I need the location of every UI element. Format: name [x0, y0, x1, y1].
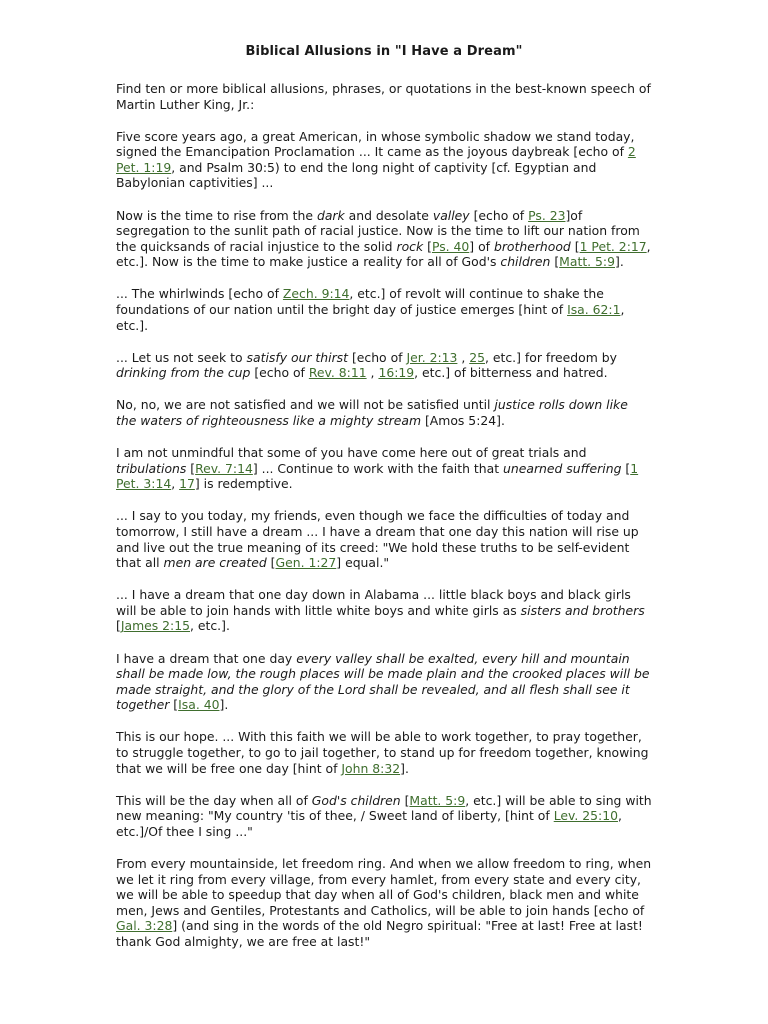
- scripture-link[interactable]: 1 Pet. 2:17: [579, 238, 647, 254]
- text-run: [: [550, 254, 560, 270]
- paragraph: [116, 508, 652, 570]
- italic-text: satisfy our thirst: [246, 349, 348, 365]
- text-run: , etc.].: [116, 302, 625, 333]
- scripture-link[interactable]: 25: [469, 349, 486, 365]
- paragraph: [116, 397, 652, 428]
- italic-text: brotherhood: [493, 238, 571, 254]
- text-run: ,: [366, 365, 379, 381]
- text-run: Five score years ago, a great American, in whose symbolic shadow we stand today, signed the Emancipation Proclamation ... It came as the joyous daybreak [echo of: [116, 128, 635, 160]
- text-run: This is our hope. ... With this faith we will be able to work together, to pray together, to struggle together, to go to jail together, to stand up for freedom together, knowing that we will be free one day [hint of: [116, 729, 649, 776]
- scripture-link[interactable]: Ps. 40: [431, 238, 470, 254]
- italic-text: men are created: [163, 555, 267, 571]
- text-run: [: [116, 618, 121, 634]
- page-title: Biblical Allusions in "I Have a Dream": [245, 44, 523, 59]
- text-run: I have a dream that one day: [116, 650, 297, 666]
- paragraph: [116, 856, 652, 950]
- scripture-link[interactable]: Ps. 23: [528, 207, 566, 223]
- italic-text: drinking from the cup: [116, 365, 251, 381]
- text-run: [: [266, 555, 276, 571]
- italic-text: every valley shall be exalted, every hill and mountain shall be made low, the rough places will be made plain and the crooked places will be made straight, and the glory of the Lord shall be revealed, and all flesh shall see it together: [116, 650, 650, 713]
- paragraph: [116, 208, 652, 270]
- scripture-link[interactable]: Matt. 5:9: [409, 792, 466, 808]
- text-run: I am not unmindful that some of you have come here out of great trials and: [116, 445, 587, 461]
- text-run: , etc.] for freedom by: [485, 349, 617, 365]
- text-run: [: [186, 460, 196, 476]
- text-run: ,: [171, 476, 180, 492]
- text-run: ] (and sing in the words of the old Negro spiritual: "Free at last! Free at last! thank God almighty, we are free at last!": [116, 918, 643, 949]
- text-run: ]of segregation to the sunlit path of racial justice. Now is the time to lift our nation from the quicksands of racial injustice to the solid: [116, 207, 640, 254]
- italic-text: God's children: [311, 792, 401, 808]
- italic-text: children: [500, 254, 551, 270]
- text-run: [echo of: [348, 349, 407, 365]
- text-run: , etc.]. Now is the time to make justice a reality for all of God's: [116, 238, 651, 270]
- text-run: ] of: [469, 238, 494, 254]
- text-run: [echo of: [469, 207, 529, 223]
- scripture-link[interactable]: Lev. 25:10: [553, 808, 618, 824]
- paragraph: [116, 350, 652, 381]
- italic-text: dark: [316, 207, 345, 223]
- text-run: [: [621, 460, 631, 476]
- italic-text: valley: [432, 207, 470, 223]
- scripture-link[interactable]: John 8:32: [341, 760, 401, 776]
- text-run: [: [570, 238, 580, 254]
- scripture-link[interactable]: Rev. 7:14: [195, 460, 253, 476]
- scripture-link[interactable]: 2 Pet. 1:19: [116, 144, 636, 175]
- italic-text: sisters and brothers: [520, 602, 645, 618]
- paragraph: [116, 129, 652, 191]
- paragraph: [116, 729, 652, 776]
- text-run: ... Let us not seek to: [116, 349, 247, 365]
- paragraph: [116, 651, 652, 713]
- text-run: ] ... Continue to work with the faith that: [252, 460, 504, 476]
- paragraph: [116, 793, 652, 840]
- text-run: [: [423, 238, 432, 254]
- text-run: , etc.] of bitterness and hatred.: [414, 365, 608, 381]
- paragraph: [116, 81, 652, 112]
- text-run: This will be the day when all of: [116, 792, 312, 808]
- scripture-link[interactable]: Gal. 3:28: [116, 918, 173, 934]
- scripture-link[interactable]: Jer. 2:13: [406, 349, 458, 365]
- text-run: [echo of: [250, 365, 309, 381]
- scripture-link[interactable]: 16:19: [378, 365, 415, 381]
- text-run: Now is the time to rise from the: [116, 207, 317, 223]
- italic-text: rock: [396, 238, 424, 254]
- text-run: ].: [219, 697, 229, 713]
- italic-text: justice rolls down like the waters of righteousness like a mighty stream: [116, 397, 628, 428]
- paragraph: [116, 286, 652, 333]
- text-run: [Amos 5:24].: [421, 413, 505, 428]
- text-run: , etc.] will be able to sing with new meaning: "My country 'tis of thee, / Sweet land of liberty, [hint of: [116, 792, 652, 824]
- text-run: ... I have a dream that one day down in Alabama ... little black boys and black girls will be able to join hands with little white boys and white girls as: [116, 587, 631, 618]
- text-run: ] is redemptive.: [194, 476, 293, 492]
- text-run: Find ten or more biblical allusions, phrases, or quotations in the best-known speech of Martin Luther King, Jr.:: [116, 81, 651, 112]
- scripture-link[interactable]: Matt. 5:9: [559, 254, 615, 270]
- text-run: From every mountainside, let freedom ring. And when we allow freedom to ring, when we let it ring from every village, from every hamlet, from every state and every city, we will be able to speedup that day when all of God's children, black men and white men, Jews and Gentiles, Protestants and Catholics, will be able to join hands [echo of: [116, 855, 652, 918]
- text-run: , etc.] of revolt will continue to shake the foundations of our nation until the bright day of justice emerges [hint of: [116, 286, 604, 318]
- text-run: ,: [457, 349, 470, 365]
- scripture-link[interactable]: Gen. 1:27: [275, 555, 337, 571]
- text-run: , etc.]/Of thee I sing ...": [116, 808, 622, 839]
- text-run: ... I say to you today, my friends, even though we face the difficulties of today and tomorrow, I still have a dream ... I have a dream that one day this nation will rise up and live out the true meaning of its creed: "We hold these truths to be self-evident that all: [116, 508, 639, 571]
- scripture-link[interactable]: James 2:15: [120, 618, 191, 634]
- text-run: , and Psalm 30:5) to end the long night of captivity [cf. Egyptian and Babylonian captivities] ...: [116, 159, 597, 191]
- scripture-link[interactable]: 17: [179, 476, 195, 492]
- paragraph: [116, 445, 652, 492]
- scripture-link[interactable]: Zech. 9:14: [282, 286, 350, 302]
- text-run: ] equal.": [336, 555, 390, 571]
- text-run: and desolate: [344, 207, 433, 223]
- italic-text: tribulations: [116, 460, 187, 476]
- text-run: [: [400, 792, 410, 808]
- scripture-link[interactable]: Rev. 8:11: [308, 365, 367, 381]
- paragraph: [116, 587, 652, 634]
- scripture-link[interactable]: Isa. 40: [178, 697, 220, 713]
- text-run: [: [169, 697, 179, 713]
- text-run: , etc.].: [190, 618, 230, 634]
- italic-text: unearned suffering: [503, 460, 622, 476]
- text-run: ].: [400, 760, 409, 776]
- text-run: ... The whirlwinds [echo of: [116, 286, 283, 302]
- scripture-link[interactable]: 1 Pet. 3:14: [116, 460, 639, 492]
- text-run: No, no, we are not satisfied and we will not be satisfied until: [116, 397, 495, 413]
- text-run: ].: [615, 254, 624, 270]
- scripture-link[interactable]: Isa. 62:1: [567, 302, 621, 318]
- document-body: [116, 81, 652, 950]
